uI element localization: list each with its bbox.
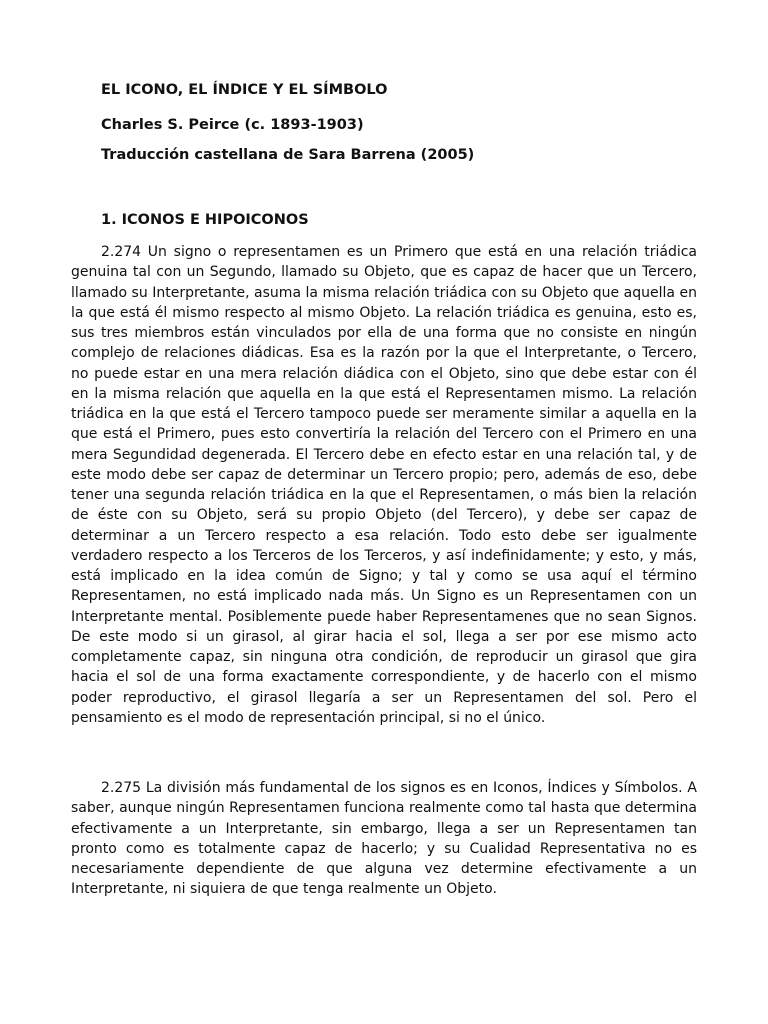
section-heading: 1. ICONOS E HIPOICONOS (101, 212, 309, 228)
document-author: Charles S. Peirce (c. 1893-1903) (101, 117, 364, 133)
document-title: EL ICONO, EL ÍNDICE Y EL SÍMBOLO (101, 82, 388, 98)
translation-credit: Traducción castellana de Sara Barrena (2005) (101, 147, 475, 163)
paragraph-2-274: 2.274 Un signo o representamen es un Primero que está en una relación triádica genuina tal con un Segundo, llamado su Objeto, que es capaz de hacer que un Tercero, llamado su Interpretante, asuma la misma relación triádica con su Objeto que aquella en la que está él mismo respecto al mismo Objeto. La relación triádica es genuina, esto es, sus tres miembros están vinculados por ella de una forma que no consiste en ningún complejo de relaciones diádicas. Esa es la razón por la que el Interpretante, o Tercero, no puede estar en una mera relación diádica con el Objeto, sino que debe estar con él en la misma relación que aquella en la que está el Representamen mismo. La relación triádica en la que está el Tercero tampoco puede ser meramente similar a aquella en la que está el Primero, pues esto convertiría la relación del Tercero con el Primero en una mera Segundidad degenerada. El Tercero debe en efecto estar en una relación tal, y de este modo debe ser capaz de determinar un Tercero propio; pero, además de eso, debe tener una segunda relación triádica en la que el Representamen, o más bien la relación de éste con su Objeto, será su propio Objeto (del Tercero), y debe ser capaz de determinar a un Tercero respecto a esa relación. Todo esto debe ser igualmente verdadero respecto a los Terceros de los Terceros, y así indefinidamente; y esto, y más, está implicado en la idea común de Signo; y tal y como se usa aquí el término Representamen, no está implicado nada más. Un Signo es un Representamen con un Interpretante mental. Posiblemente puede haber Representamenes que no sean Signos. De este modo si un girasol, al girar hacia el sol, llega a ser por ese mismo acto completamente capaz, sin ninguna otra condición, de reproducir un girasol que gira hacia el sol de una forma exactamente correspondiente, y de hacerlo con el mismo poder reproductivo, el girasol llegaría a ser un Representamen del sol. Pero el pensamiento es el modo de representación principal, si no el único. (71, 244, 697, 726)
paragraph-2-275: 2.275 La división más fundamental de los signos es en Iconos, Índices y Símbolos. A saber, aunque ningún Representamen funciona realmente como tal hasta que determina efectivamente a un Interpretante, sin embargo, llega a ser un Representamen tan pronto como es totalmente capaz de hacerlo; y su Cualidad Representativa no es necesariamente dependiente de que alguna vez determine efectivamente a un Interpretante, ni siquiera de que tenga realmente un Objeto. (71, 780, 697, 898)
